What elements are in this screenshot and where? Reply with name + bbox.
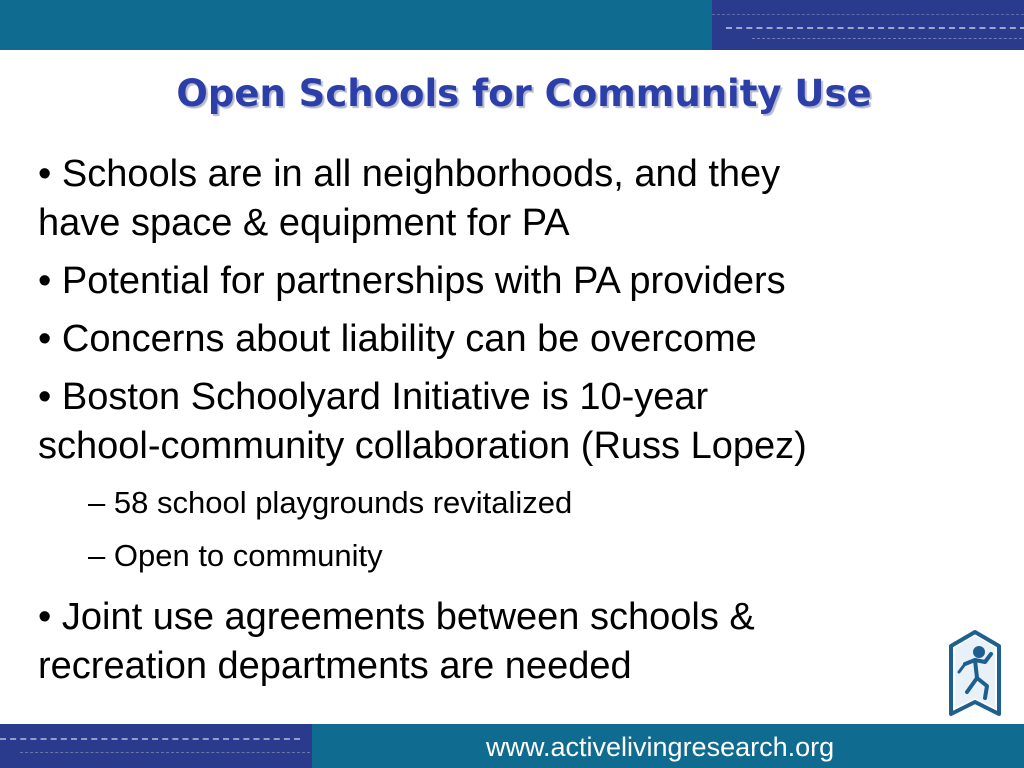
header-dash-decoration bbox=[726, 27, 1024, 29]
bullet-text: Boston Schoolyard Initiative is 10-year bbox=[61, 376, 709, 418]
bullet-marker: • bbox=[38, 596, 52, 638]
bullet-item bbox=[38, 593, 978, 691]
footer-dash-decoration bbox=[20, 752, 310, 753]
bullet-item bbox=[38, 257, 978, 306]
bullet-item bbox=[38, 373, 978, 471]
bullet-item bbox=[38, 150, 978, 248]
bullet-text: Potential for partnerships with PA providers bbox=[61, 260, 786, 302]
bullet-item bbox=[38, 315, 978, 364]
slide-body bbox=[38, 150, 978, 700]
sub-bullet-marker: – bbox=[88, 485, 106, 520]
slide-title: Open Schools for Community Use bbox=[176, 72, 872, 115]
bullet-text: have space & equipment for PA bbox=[38, 202, 570, 244]
bullet-text: school-community collaboration (Russ Lopez) bbox=[38, 425, 807, 467]
sub-bullet-text: Open to community bbox=[113, 538, 383, 573]
bullet-marker: • bbox=[38, 318, 52, 360]
sub-bullet-item bbox=[88, 536, 978, 575]
header-accent-band bbox=[712, 0, 1024, 50]
header-dash-decoration bbox=[752, 38, 1024, 39]
footer-url-link[interactable]: www.activelivingresearch.org bbox=[486, 732, 835, 762]
bullet-text: Joint use agreements between schools & bbox=[61, 596, 755, 638]
bullet-marker: • bbox=[38, 153, 52, 195]
active-living-research-logo-icon bbox=[945, 628, 1005, 720]
bullet-text: Schools are in all neighborhoods, and they bbox=[61, 153, 781, 195]
header-dash-decoration bbox=[712, 14, 1024, 15]
footer-accent-band bbox=[0, 724, 312, 768]
bullet-text: Concerns about liability can be overcome bbox=[61, 318, 757, 360]
footer-dash-decoration bbox=[0, 738, 300, 740]
bullet-marker: • bbox=[38, 376, 52, 418]
bullet-text: recreation departments are needed bbox=[38, 645, 632, 687]
sub-bullet-marker: – bbox=[88, 538, 106, 573]
sub-bullet-item bbox=[88, 483, 978, 522]
sub-bullet-text: 58 school playgrounds revitalized bbox=[113, 485, 573, 520]
bullet-marker: • bbox=[38, 260, 52, 302]
